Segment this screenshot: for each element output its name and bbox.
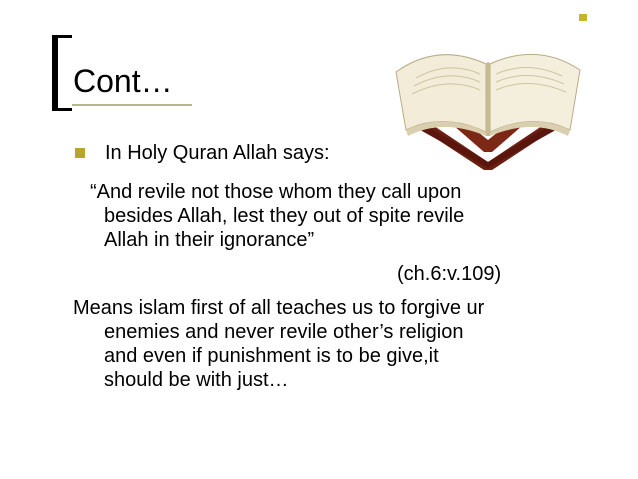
title-underline — [72, 104, 192, 106]
title-bracket-top — [52, 35, 72, 38]
conclusion-line-3: and even if punishment is to be give,it — [104, 345, 439, 367]
quote-line-1: “And revile not those whom they call upon — [90, 181, 462, 203]
bullet-text: In Holy Quran Allah says: — [105, 142, 330, 164]
square-bullet-icon — [75, 148, 85, 158]
title-bracket — [52, 35, 58, 111]
title-bracket-bottom — [52, 108, 72, 111]
verse-reference: (ch.6:v.109) — [397, 263, 502, 285]
slide-title: Cont… — [73, 63, 173, 99]
conclusion-line-4: should be with just… — [104, 369, 289, 391]
conclusion-line-2: enemies and never revile other’s religion — [104, 321, 464, 343]
quran-book-image — [388, 12, 588, 170]
conclusion-line-1: Means islam first of all teaches us to forgive ur — [73, 297, 485, 319]
quote-line-3: Allah in their ignorance” — [104, 229, 315, 251]
quote-line-2: besides Allah, lest they out of spite revile — [104, 205, 465, 227]
